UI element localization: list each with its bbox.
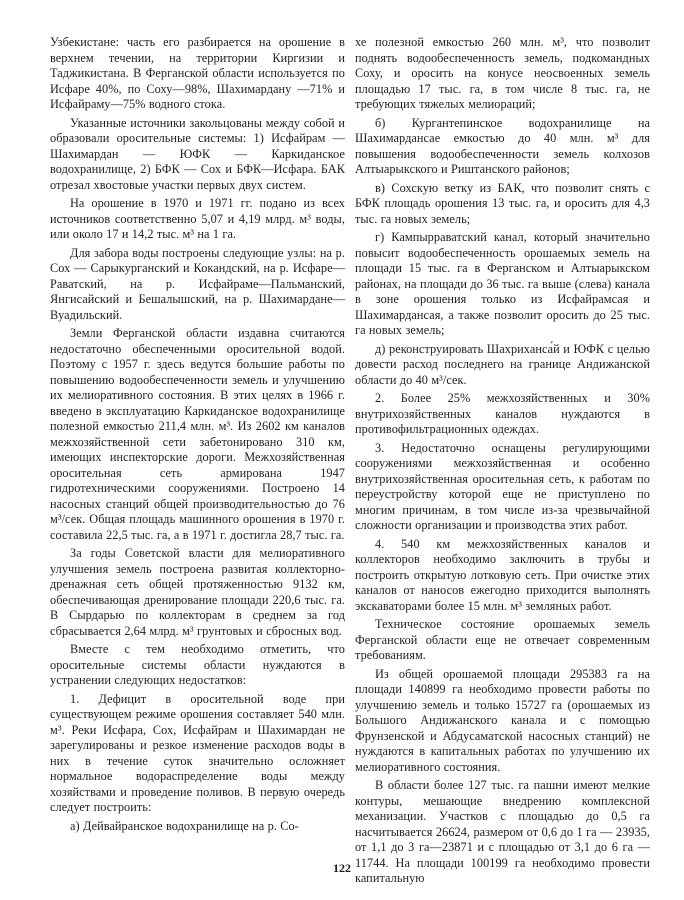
paragraph: В области более 127 тыс. га пашни имеют мелкие контуры, мешающие внедрению комплексной механизации. Участков с площадью до 0,5 га насчитывается 26624, размером от 0,6 до 1 га — 23935, от 1,1 до 3 га—23871 и с площадью от 3,1 до 6 га — 11744. На площади 100199 га необходимо провести капитальную bbox=[355, 778, 650, 885]
left-text-column bbox=[50, 35, 345, 834]
page-number: 122 bbox=[333, 861, 351, 875]
paragraph: б) Кургантепинское водохранилище на Шахимардансае емкостью до 40 млн. м³ для повышения водообеспеченности земель колхозов Алтыарыкского и Риштанского районов; bbox=[355, 115, 650, 176]
paragraph: 1. Дефицит в оросительной воде при существующем режиме орошения составляет 540 млн. м³. Реки Исфара, Сох, Исфайрам и Шахимардан не зарегулированы и резкое изменение расходов воды в них в течение суток значительно осложняет нормальное водораспределение воды между хозяйствами и проведение поливов. В первую очередь следует построить: bbox=[50, 691, 345, 814]
paragraph: д) реконструировать Шахриханса́й и ЮФК с целью довести расход последнего на границе Андижанской области до 40 м³/сек. bbox=[355, 341, 650, 387]
paragraph: Земли Ферганской области издавна считаются недостаточно обеспеченными оросительной водой. Поэтому с 1957 г. здесь ведутся большие работы по повышению водообеспеченности земель и улучшению их мелиоративного состояния. В этих целях в 1966 г. введено в эксплуатацию Каркиданское водохранилище полезной емкостью 211,4 млн. м³. Из 2602 км каналов межхозяйственной сети забетонировано 310 км, имеющих инспекторские дороги. Межхозяйственная оросительная сеть армирована 1947 гидротехническими сооружениями. Построено 14 насосных станций общей производительностью до 76 м³/сек. Общая площадь машинного орошения в 1970 г. составила 22,5 тыс. га, а в 1971 г. достигла 28,7 тыс. га. bbox=[50, 326, 345, 542]
right-text-column bbox=[355, 35, 650, 887]
paragraph: На орошение в 1970 и 1971 гг. подано из всех источников соответственно 5,07 и 4,19 млрд. м³ воды, или около 17 и 14,2 тыс. м³ на 1 га. bbox=[50, 196, 345, 241]
paragraph: в) Сохскую ветку из БАК, что позволит снять с БФК площадь орошения 13 тыс. га, и оросить для 4,3 тыс. га новых земель; bbox=[355, 180, 650, 226]
paragraph: 4. 540 км межхозяйственных каналов и коллекторов необходимо заключить в трубы и построить открытую лотковую сеть. При очистке этих каналов от наносов ежегодно приходится выполнять экскаваторами более 15 млн. м³ земляных работ. bbox=[355, 536, 650, 613]
paragraph: Вместе с тем необходимо отметить, что оросительные системы области нуждаются в устранении следующих недостатков: bbox=[50, 642, 345, 687]
paragraph: а) Дейвайранское водохранилище на р. Со- bbox=[70, 818, 299, 833]
paragraph: Указанные источники закольцованы между собой и образовали оросительные системы: 1) Исфайрам — Шахимардан — ЮФК — Каркиданское водохранилище, 2) БФК — Сох и БФК—Исфара. БАК отрезал хвостовые участки первых двух систем. bbox=[50, 115, 345, 192]
paragraph: Для забора воды построены следующие узлы: на р. Сох — Сарыкурганский и Кокандский, на р. Исфаре—Раватский, на р. Исфайраме—Пальманский, Янгисайский и Бешалышский, на р. Шахимардане—Вуадильский. bbox=[50, 245, 345, 322]
paragraph: г) Кампырраватский канал, который значительно повысит водообеспеченность орошаемых земель на площади 15 тыс. га в Ферганском и Алтыарыкском районах, на площади до 36 тыс. га выше (слева) канала в зоне орошения только из Исфайрамсая и Шахимардансая, а также позволит оросить до 25 тыс. га новых земель; bbox=[355, 230, 650, 337]
paragraph: 3. Недостаточно оснащены регулирующими сооружениями межхозяйственная и особенно внутрихозяйственная оросительная сеть, к работам по переустройству которой еще не приступлено по многим причинам, в том числе из-за чрезвычайной сложности организации и производства этих работ. bbox=[355, 440, 650, 532]
paragraph: За годы Советской власти для мелиоративного улучшения земель построена развитая коллекторно-дренажная сеть общей протяженностью 9132 км, обеспечивающая дренирование площади 220,6 тыс. га. В Сырдарью по коллекторам в среднем за год сбрасывается 2,64 млрд. м³ грунтовых и сбросных вод. bbox=[50, 546, 345, 638]
paragraph: Из общей орошаемой площади 295383 га на площади 140899 га необходимо провести работы по улучшению земель и только 15727 га (орошаемых из Большого Андижанского канала и с помощью Фрунзенской и Абдусаматской насосных станций) не нуждаются в капитальных работах по улучшению их мелиоративного состояния. bbox=[355, 666, 650, 774]
paragraph: Техническое состояние орошаемых земель Ферганской области еще не отвечает современным требованиям. bbox=[355, 617, 650, 662]
paragraph: 2. Более 25% межхозяйственных и 30% внутрихозяйственных каналов нуждаются в противофильтрационных одеждах. bbox=[355, 391, 650, 436]
paragraph: Узбекистане: часть его разбирается на орошение в верхнем течении, на территории Киргизии и Таджикистана. В Ферганской области используется по Исфаре 40%, по Соху—98%, Шахимардану —71% и Исфайраму—75% водного стока. bbox=[50, 35, 345, 111]
paragraph: хе полезной емкостью 260 млн. м³, что позволит поднять водообеспеченность земель, подкомандных Соху, и оросить на конусе неосвоенных земель площадью 17 тыс. га, в том числе 8 тыс. га, не требующих тяжелых мелиораций; bbox=[355, 35, 650, 111]
